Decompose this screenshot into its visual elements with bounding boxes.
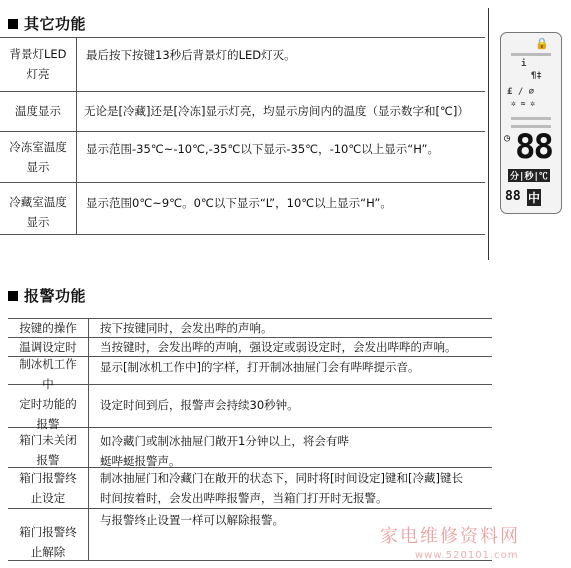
square-bullet-icon [8,291,18,301]
section-title-other-functions: 其它功能 [8,13,86,34]
lock-icon: 🔒 [535,37,549,50]
row-label: 制冰机工作 中 [19,357,77,391]
row-label: 箱门报警终 止设定 [19,471,77,505]
row-label: 箱门报警终 止解除 [19,525,77,559]
snowflake-icon: ✲ ≈ ✲ [511,99,536,108]
table1-row-divider [0,91,485,92]
row-text: 当按键时，会发出哔的声响，强设定或弱设定时，会发出哔哔的声响。 [100,340,457,354]
watermark-url: www.520101.com [415,550,519,561]
table1-top-border [0,37,485,38]
lcd-segment-bar [511,53,551,56]
lcd-bottom-digits: 88 [505,189,521,204]
row-label: 背景灯LED 灯亮 [9,47,67,81]
row-text: 显示范围-35℃~-10℃,-35℃以下显示-35℃，-10℃以上显示“H”。 [86,142,439,156]
square-bullet-icon [8,19,18,29]
row-text: 与报警终止设置一样可以解除报警。 [100,513,284,527]
lcd-mode-indicator: 中 [528,191,541,205]
table1-right-border [488,8,489,260]
table1-row-divider [0,131,485,132]
lcd-digits: 88 [515,127,552,167]
lcd-indicator: i [521,59,527,69]
lcd-indicator: £ ∕ ⌀ [507,87,535,97]
lcd-segment-bar [511,117,551,120]
table2-row-divider [8,508,492,509]
row-label: 冷冻室温度 显示 [9,140,67,174]
thermometer-icon: ¶‡ [531,71,542,81]
row-text: 设定时间到后，报警声会持续30秒钟。 [100,398,299,412]
row-text: 如冷藏门或制冰抽屉门敞开1分钟以上，将会有哔 蜓哔蜓报警声。 [100,434,349,468]
row-text: 显示[制冰机工作中]的字样，打开制冰抽屉门会有哔哔提示音。 [100,360,420,374]
timer-icon: ◷ [504,133,511,144]
row-label: 温调设定时 [19,340,77,354]
table1-column-divider [76,37,77,234]
row-label: 定时功能的 报警 [19,397,77,431]
watermark-text: 家电维修资料网 [380,526,520,547]
lcd-display-panel [500,32,562,214]
row-label: 冷藏室温度 显示 [9,195,67,229]
row-text: 无论是[冷藏]还是[冷冻]显示灯亮，均显示房间内的温度（显示数字和[℃]） [84,104,469,118]
lcd-units: 分|秒|℃ [508,169,550,182]
row-label: 温度显示 [15,104,61,118]
table2-column-divider [88,318,89,560]
row-label: 箱门未关闭 报警 [19,433,77,467]
table1-row-divider [0,182,485,183]
row-text: 按下按键同时，会发出哔的声响。 [100,321,273,335]
row-text: 最后按下按键13秒后背景灯的LED灯灭。 [86,48,296,62]
row-label: 按键的操作 [19,321,77,335]
row-text: 显示范围0℃~9℃。0℃以下显示“L”，10℃以上显示“H”。 [86,196,392,210]
table1-bottom-border [0,234,485,235]
row-text: 制冰抽屉门和冷藏门在敞开的状态下，同时将[时间设定]键和[冷藏]键长 时间按着时，会发出哔哔报警声，当箱门打开时无报警。 [100,471,463,505]
section-title-alarm-functions: 报警功能 [8,285,86,306]
